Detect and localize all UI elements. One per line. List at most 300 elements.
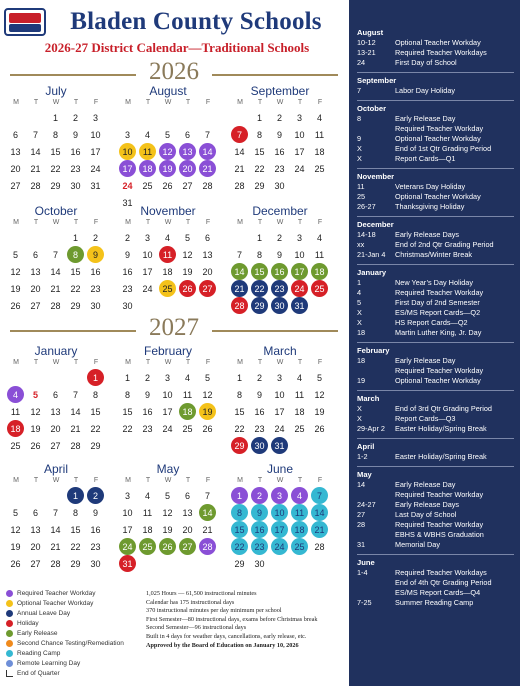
event-text: Early Release Day xyxy=(395,480,456,489)
weekday-label: T xyxy=(33,219,39,226)
day-cell: 31 xyxy=(119,555,136,572)
weekday-label: F xyxy=(317,477,323,484)
day-cell: 1 xyxy=(256,232,262,243)
event-text: HS Report Cards—Q2 xyxy=(395,318,468,327)
day-cell: 10 xyxy=(142,249,153,260)
event-date: 11 xyxy=(357,182,365,191)
page-subtitle: 2026-27 District Calendar—Traditional Schools xyxy=(44,40,310,55)
day-cell: 24 xyxy=(294,163,305,174)
day-cell: 12 xyxy=(202,389,213,400)
day-cell: 13 xyxy=(202,249,213,260)
weekday-label: F xyxy=(93,477,99,484)
weekday-header xyxy=(118,219,218,229)
event-date: 18 xyxy=(357,356,366,365)
day-cell: 22 xyxy=(251,280,268,297)
weekday-label: W xyxy=(52,359,60,366)
event-date: 7 xyxy=(357,86,362,95)
event-date xyxy=(357,490,395,500)
blank-cell xyxy=(26,369,46,386)
day-grid xyxy=(118,109,218,211)
day-cell: 28 xyxy=(199,538,216,555)
day-cell: 26 xyxy=(30,440,41,451)
day-cell: 7 xyxy=(52,249,58,260)
weekday-label: F xyxy=(317,219,323,226)
day-cell: 31 xyxy=(122,197,133,208)
day-cell: 6 xyxy=(12,129,18,140)
event-row xyxy=(357,114,514,124)
day-cell: 17 xyxy=(119,160,136,177)
day-cell: 22 xyxy=(234,423,245,434)
page-title: Bladen County Schools xyxy=(70,8,322,35)
day-cell: 1 xyxy=(52,112,58,123)
events-panel xyxy=(349,0,520,686)
event-row xyxy=(357,192,514,202)
event-date: X xyxy=(357,154,362,163)
day-cell: 2 xyxy=(144,372,150,383)
day-cell: 5 xyxy=(12,249,18,260)
event-date xyxy=(357,366,395,376)
day-cell: 10 xyxy=(90,129,101,140)
day-cell: 6 xyxy=(32,507,38,518)
event-section-november xyxy=(357,172,514,212)
event-month-heading: March xyxy=(357,394,380,403)
month-december xyxy=(230,204,330,314)
event-row xyxy=(357,328,514,338)
day-cell: 14 xyxy=(231,263,248,280)
event-text: Early Release Days xyxy=(395,500,460,509)
day-cell: 31 xyxy=(90,180,101,191)
day-cell: 11 xyxy=(314,249,325,260)
day-grid xyxy=(6,369,106,454)
event-date: 9 xyxy=(357,134,362,143)
event-row xyxy=(357,124,514,134)
weekday-label: T xyxy=(257,219,263,226)
day-cell: 15 xyxy=(50,146,61,157)
event-text: Christmas/Winter Break xyxy=(395,250,473,259)
month-name: September xyxy=(250,84,310,98)
blank-cell xyxy=(26,487,46,504)
event-month-heading: August xyxy=(357,28,384,37)
weekday-label: M xyxy=(13,477,19,484)
day-cell: 18 xyxy=(311,263,328,280)
weekday-label: F xyxy=(93,359,99,366)
section-divider xyxy=(357,168,514,169)
day-cell: 16 xyxy=(70,146,81,157)
month-name: November xyxy=(140,204,196,218)
weekday-label: M xyxy=(13,219,19,226)
event-date: X xyxy=(357,144,362,153)
day-cell: 14 xyxy=(234,146,245,157)
event-date: 8 xyxy=(357,114,362,123)
month-name: March xyxy=(263,344,297,358)
day-cell: 3 xyxy=(164,372,170,383)
day-cell: 15 xyxy=(90,406,101,417)
day-cell: 25 xyxy=(291,538,308,555)
weekday-label: T xyxy=(73,99,79,106)
legend-swatch xyxy=(6,600,13,607)
day-cell: 19 xyxy=(10,283,21,294)
weekday-label: T xyxy=(297,99,303,106)
month-name: August xyxy=(149,84,187,98)
weekday-label: T xyxy=(257,359,263,366)
event-section-january xyxy=(357,268,514,338)
day-cell: 6 xyxy=(204,232,210,243)
event-month-heading: September xyxy=(357,76,397,85)
day-cell: 8 xyxy=(72,507,78,518)
day-cell: 2 xyxy=(276,232,282,243)
event-row xyxy=(357,202,514,212)
weekday-label: T xyxy=(73,219,79,226)
weekday-header xyxy=(118,359,218,369)
month-october xyxy=(6,204,106,314)
month-september xyxy=(230,84,330,194)
weekday-label: W xyxy=(52,477,60,484)
weekday-label: W xyxy=(52,219,60,226)
day-cell: 20 xyxy=(202,266,213,277)
event-row xyxy=(357,230,514,240)
day-cell: 18 xyxy=(7,420,24,437)
day-cell: 12 xyxy=(30,406,41,417)
day-cell: 16 xyxy=(90,524,101,535)
day-cell: 3 xyxy=(271,487,288,504)
day-cell: 19 xyxy=(159,160,176,177)
day-cell: 3 xyxy=(296,232,302,243)
day-cell: 16 xyxy=(251,521,268,538)
blank-cell xyxy=(6,487,26,504)
day-cell: 15 xyxy=(70,524,81,535)
event-date: xx xyxy=(357,240,365,249)
day-cell: 18 xyxy=(314,146,325,157)
day-cell: 24 xyxy=(142,283,153,294)
blank-cell xyxy=(230,109,250,126)
month-name: January xyxy=(34,344,78,358)
day-cell: 30 xyxy=(122,300,133,311)
weekday-header xyxy=(118,99,218,109)
day-cell: 26 xyxy=(10,558,21,569)
weekday-label: W xyxy=(164,477,172,484)
day-cell: 4 xyxy=(144,129,150,140)
day-cell: 29 xyxy=(70,558,81,569)
weekday-header xyxy=(6,477,106,487)
month-january xyxy=(6,344,106,454)
day-cell: 8 xyxy=(67,246,84,263)
legend xyxy=(6,588,146,678)
weekday-label: T xyxy=(145,219,151,226)
day-cell: 26 xyxy=(162,180,173,191)
section-divider xyxy=(357,216,514,217)
event-text: Summer Reading Camp xyxy=(395,598,474,607)
event-month-heading: May xyxy=(357,470,372,479)
event-date: 24 xyxy=(357,58,366,67)
day-cell: 29 xyxy=(50,180,61,191)
event-row xyxy=(357,356,514,366)
day-cell: 20 xyxy=(182,524,193,535)
weekday-label: T xyxy=(185,219,191,226)
day-cell: 29 xyxy=(234,558,245,569)
day-cell: 22 xyxy=(122,423,133,434)
day-cell: 4 xyxy=(316,112,322,123)
day-cell: 5 xyxy=(316,372,322,383)
day-cell: 19 xyxy=(314,406,325,417)
day-cell: 22 xyxy=(70,283,81,294)
day-cell: 24 xyxy=(271,538,288,555)
weekday-label: T xyxy=(297,477,303,484)
blank-cell xyxy=(66,369,86,386)
day-cell: 17 xyxy=(271,521,288,538)
day-cell: 14 xyxy=(199,143,216,160)
day-cell: 1 xyxy=(124,372,130,383)
day-cell: 9 xyxy=(87,246,104,263)
weekday-label: T xyxy=(185,477,191,484)
day-cell: 9 xyxy=(92,507,98,518)
event-date: 14 xyxy=(357,480,366,489)
day-cell: 27 xyxy=(199,280,216,297)
event-row xyxy=(357,510,514,520)
day-cell: 12 xyxy=(314,389,325,400)
event-date xyxy=(357,578,395,588)
day-grid xyxy=(6,487,106,572)
event-date: 19 xyxy=(357,376,366,385)
day-cell: 23 xyxy=(90,541,101,552)
month-name: February xyxy=(143,344,193,358)
day-cell: 7 xyxy=(52,507,58,518)
event-text: Early Release Days xyxy=(395,230,460,239)
day-cell: 1 xyxy=(236,372,242,383)
legend-item: Required Teacher Workday xyxy=(6,588,146,598)
day-cell: 31 xyxy=(271,437,288,454)
day-grid xyxy=(230,229,330,314)
blank-cell xyxy=(46,487,66,504)
day-cell: 21 xyxy=(199,160,216,177)
end-of-quarter-icon xyxy=(6,670,13,677)
month-march xyxy=(230,344,330,454)
day-cell: 25 xyxy=(159,280,176,297)
day-cell: 6 xyxy=(184,490,190,501)
day-cell: 22 xyxy=(231,538,248,555)
day-cell: 26 xyxy=(314,423,325,434)
day-cell: 9 xyxy=(251,504,268,521)
event-row xyxy=(357,414,514,424)
day-cell: 17 xyxy=(90,146,101,157)
event-text: First Day of 2nd Semester xyxy=(395,298,480,307)
day-cell: 25 xyxy=(182,423,193,434)
weekday-header xyxy=(230,219,330,229)
event-text: ES/MS Report Cards—Q2 xyxy=(395,308,481,317)
weekday-label: M xyxy=(237,99,243,106)
day-cell: 18 xyxy=(142,524,153,535)
day-cell: 23 xyxy=(254,423,265,434)
event-row xyxy=(357,376,514,386)
day-cell: 4 xyxy=(7,386,24,403)
day-cell: 21 xyxy=(30,163,41,174)
weekday-label: T xyxy=(73,359,79,366)
day-cell: 27 xyxy=(30,558,41,569)
event-text: New Year’s Day Holiday xyxy=(395,278,474,287)
weekday-label: T xyxy=(185,99,191,106)
day-cell: 16 xyxy=(271,263,288,280)
day-cell: 20 xyxy=(50,423,61,434)
event-text: Required Teacher Workday xyxy=(395,490,484,499)
month-name: October xyxy=(34,204,78,218)
day-cell: 11 xyxy=(159,246,176,263)
event-row xyxy=(357,500,514,510)
event-date: 1-2 xyxy=(357,452,368,461)
day-cell: 10 xyxy=(294,249,305,260)
weekday-label: M xyxy=(125,477,131,484)
day-cell: 4 xyxy=(296,372,302,383)
event-section-march xyxy=(357,394,514,434)
weekday-label: M xyxy=(13,99,19,106)
day-cell: 15 xyxy=(234,406,245,417)
event-row xyxy=(357,298,514,308)
event-text: Report Cards—Q1 xyxy=(395,154,456,163)
note-line: Built in 4 days for weather days, cancellations, early release, etc. xyxy=(146,632,307,640)
day-cell: 19 xyxy=(30,423,41,434)
event-date xyxy=(357,124,395,134)
day-cell: 11 xyxy=(139,143,156,160)
event-row xyxy=(357,366,514,376)
blank-cell xyxy=(119,109,136,126)
event-date xyxy=(357,530,395,540)
event-month-heading: February xyxy=(357,346,390,355)
event-row xyxy=(357,86,514,96)
day-cell: 1 xyxy=(72,232,78,243)
day-cell: 9 xyxy=(276,249,282,260)
event-row xyxy=(357,588,514,598)
event-row xyxy=(357,530,514,540)
month-name: December xyxy=(252,204,308,218)
day-cell: 22 xyxy=(254,163,265,174)
event-date: 24-27 xyxy=(357,500,376,509)
event-text: End of 4th Qtr Grading Period xyxy=(395,578,492,587)
day-cell: 27 xyxy=(10,180,21,191)
weekday-label: W xyxy=(164,99,172,106)
event-row xyxy=(357,240,514,250)
day-cell: 28 xyxy=(202,180,213,191)
day-cell: 14 xyxy=(311,504,328,521)
day-cell: 2 xyxy=(251,487,268,504)
weekday-header xyxy=(118,477,218,487)
day-cell: 22 xyxy=(90,423,101,434)
note-line: Calendar has 175 instructional days xyxy=(146,598,235,606)
day-cell: 21 xyxy=(202,524,213,535)
day-cell: 1 xyxy=(67,487,84,504)
year-label: 2026 xyxy=(149,58,199,85)
day-cell: 7 xyxy=(204,129,210,140)
event-text: Labor Day Holiday xyxy=(395,86,456,95)
legend-swatch xyxy=(6,650,13,657)
weekday-header xyxy=(6,359,106,369)
day-cell: 12 xyxy=(182,249,193,260)
event-date: X xyxy=(357,308,362,317)
section-divider xyxy=(357,72,514,73)
day-cell: 7 xyxy=(72,389,78,400)
weekday-label: F xyxy=(205,99,211,106)
month-august xyxy=(118,84,218,211)
blank-cell xyxy=(199,109,216,126)
legend-swatch xyxy=(6,590,13,597)
legend-item: End of Quarter xyxy=(6,668,146,678)
day-cell: 24 xyxy=(90,163,101,174)
day-cell: 24 xyxy=(162,423,173,434)
event-text: Easter Holiday/Spring Break xyxy=(395,452,487,461)
day-cell: 26 xyxy=(159,538,176,555)
event-row xyxy=(357,58,514,68)
event-date: 18 xyxy=(357,328,366,337)
day-cell: 2 xyxy=(124,232,130,243)
weekday-label: W xyxy=(276,359,284,366)
day-cell: 11 xyxy=(182,389,193,400)
day-cell: 28 xyxy=(50,558,61,569)
day-cell: 23 xyxy=(90,283,101,294)
day-cell: 2 xyxy=(256,372,262,383)
day-cell: 16 xyxy=(122,266,133,277)
day-cell: 26 xyxy=(202,423,213,434)
event-date: 26-27 xyxy=(357,202,376,211)
day-cell: 11 xyxy=(291,504,308,521)
day-cell: 30 xyxy=(70,180,81,191)
event-row xyxy=(357,598,514,608)
event-date: 29-Apr 2 xyxy=(357,424,385,433)
day-cell: 21 xyxy=(231,280,248,297)
day-cell: 5 xyxy=(164,490,170,501)
day-cell: 30 xyxy=(271,297,288,314)
event-date: 14-18 xyxy=(357,230,376,239)
note-line: Second Semester—96 instructional days xyxy=(146,624,247,632)
event-text: Required Teacher Workday xyxy=(395,288,484,297)
day-cell: 11 xyxy=(314,129,325,140)
day-cell: 5 xyxy=(204,372,210,383)
event-row xyxy=(357,404,514,414)
weekday-label: W xyxy=(164,219,172,226)
event-date: 21-Jan 4 xyxy=(357,250,386,259)
event-row xyxy=(357,424,514,434)
event-row xyxy=(357,452,514,462)
event-date: 4 xyxy=(357,288,362,297)
day-cell: 10 xyxy=(294,129,305,140)
event-date xyxy=(357,588,395,598)
day-cell: 11 xyxy=(10,406,21,417)
day-cell: 28 xyxy=(50,300,61,311)
event-date: X xyxy=(357,414,362,423)
day-cell: 24 xyxy=(274,423,285,434)
day-cell: 3 xyxy=(92,112,98,123)
blank-cell xyxy=(26,109,46,126)
day-cell: 20 xyxy=(179,160,196,177)
event-section-december xyxy=(357,220,514,260)
event-date: 13-21 xyxy=(357,48,376,57)
day-cell: 15 xyxy=(70,266,81,277)
event-month-heading: December xyxy=(357,220,394,229)
day-cell: 30 xyxy=(274,180,285,191)
section-divider xyxy=(357,390,514,391)
event-date: 31 xyxy=(357,540,366,549)
legend-swatch xyxy=(6,610,13,617)
weekday-label: W xyxy=(276,477,284,484)
day-cell: 18 xyxy=(179,403,196,420)
event-section-october xyxy=(357,104,514,164)
day-cell: 21 xyxy=(50,541,61,552)
day-cell: 18 xyxy=(291,521,308,538)
event-text: Report Cards—Q3 xyxy=(395,414,456,423)
section-divider xyxy=(357,554,514,555)
day-cell: 5 xyxy=(32,389,38,400)
day-cell: 19 xyxy=(10,541,21,552)
day-cell: 19 xyxy=(199,403,216,420)
day-cell: 2 xyxy=(87,487,104,504)
event-row xyxy=(357,38,514,48)
blank-cell xyxy=(139,109,156,126)
